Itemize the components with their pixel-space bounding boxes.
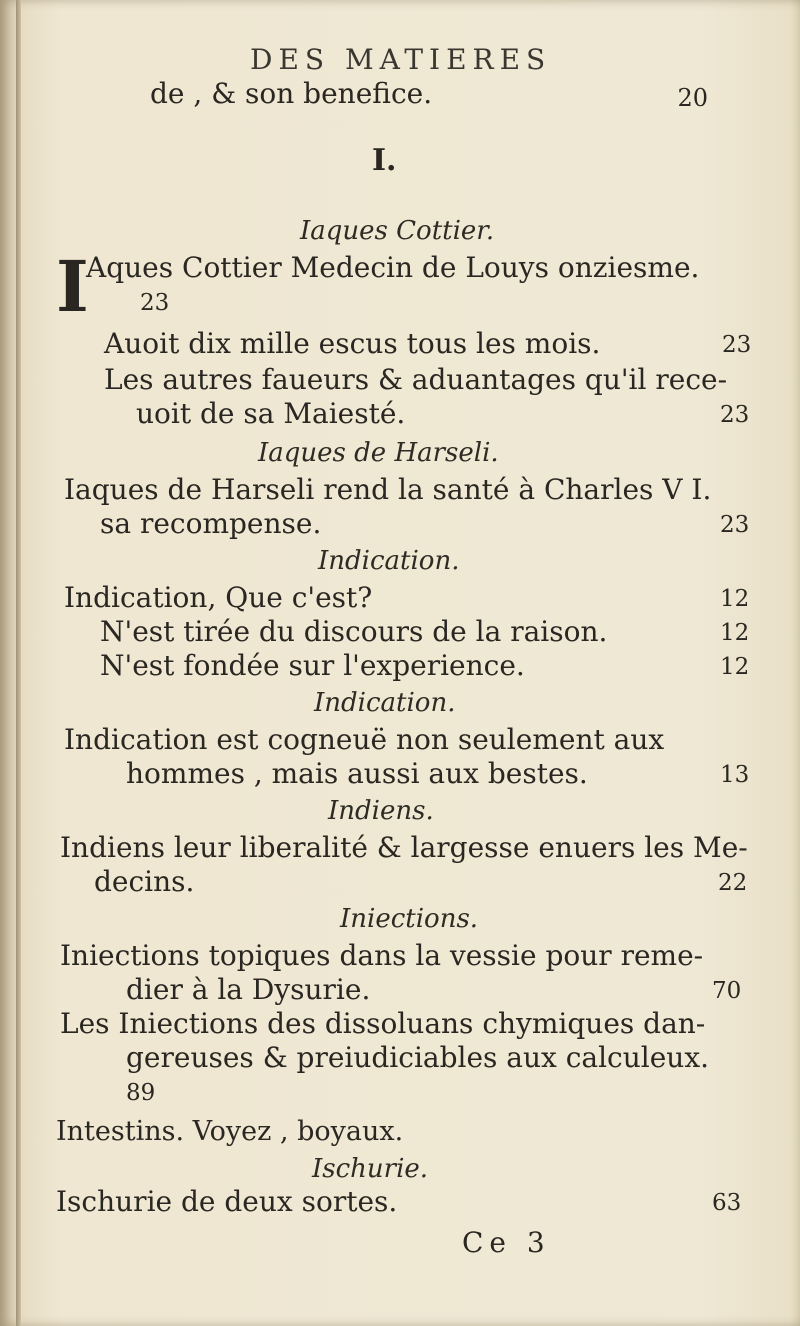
entry-line: Intestins. Voyez , boyaux.	[56, 1116, 404, 1147]
entry-line: Indication, Que c'est?	[64, 581, 373, 614]
entry-line: N'est fondée sur l'experience.	[100, 649, 525, 682]
headword: Ischurie.	[312, 1154, 429, 1184]
entry-line: gereuses & preiudiciables aux calculeux.	[126, 1041, 710, 1074]
entry-page-ref: 70	[712, 978, 742, 1004]
entry-page-ref: 89	[126, 1080, 156, 1106]
catchword: Ce 3	[462, 1226, 551, 1259]
entry-line: N'est tirée du discours de la raison.	[100, 615, 608, 648]
entry-line: Indiens leur liberalité & largesse enuers les Me-	[60, 831, 748, 864]
page-number: 20	[677, 84, 708, 112]
drop-capital: I	[56, 245, 89, 328]
running-title: DES MATIERES	[250, 43, 552, 76]
entry-line: Indication est cogneuë non seulement aux	[64, 723, 665, 756]
entry-page-ref: 12	[720, 654, 750, 680]
entry-line: Ischurie de deux sortes.	[56, 1185, 398, 1218]
entry-page-ref: 23	[720, 512, 750, 538]
entry-line: Les autres faueurs & aduantages qu'il rece-	[104, 363, 728, 396]
entry-page-ref: 22	[718, 870, 748, 896]
entry-line: hommes , mais aussi aux bestes.	[126, 757, 588, 790]
entry-page-ref: 23	[140, 290, 170, 316]
entry-page-ref: 23	[720, 402, 750, 428]
entry-page-ref: 12	[720, 620, 750, 646]
entry-line: de , & son benefice.	[150, 77, 433, 110]
entry-line: uoit de sa Maiesté.	[136, 397, 406, 430]
headword: Iaques Cottier.	[300, 216, 495, 246]
entry-line: sa recompense.	[100, 507, 322, 540]
section-letter: I.	[372, 143, 397, 178]
entry-line: Auoit dix mille escus tous les mois.	[104, 327, 601, 360]
headword: Indication.	[318, 546, 460, 576]
headword: Iniections.	[340, 904, 479, 934]
headword: Indication.	[314, 688, 456, 718]
entry-page-ref: 12	[720, 586, 750, 612]
headword: Indiens.	[328, 796, 434, 826]
entry-line: Aques Cottier Medecin de Louys onziesme.	[86, 251, 700, 284]
entry-line: Iaques de Harseli rend la santé à Charles V I.	[64, 473, 712, 506]
entry-line: Iniections topiques dans la vessie pour reme-	[60, 939, 704, 972]
entry-line: Les Iniections des dissoluans chymiques dan-	[60, 1007, 706, 1040]
entry-page-ref: 63	[712, 1190, 742, 1216]
entry-line: decins.	[94, 865, 195, 898]
entry-line: dier à la Dysurie.	[126, 973, 371, 1006]
entry-page-ref: 23	[722, 332, 752, 358]
page-binding-edge	[16, 0, 21, 1326]
headword: Iaques de Harseli.	[258, 438, 499, 468]
entry-page-ref: 13	[720, 762, 750, 788]
